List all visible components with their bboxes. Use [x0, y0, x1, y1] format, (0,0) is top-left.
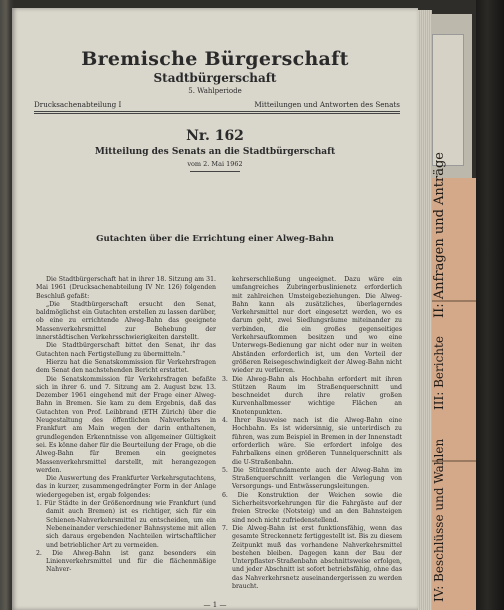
paragraph: Die Senatskommission für Verkehrsfragen befaßte sich in ihrer 6. und 7. Sitzung am 2. August bzw. 13. Dezember 1961 eingehend mit der Frage einer Alweg-Bahn in Bremen. Sie kam zu dem Ergebnis, daß das Gutachten von Prof. Leibbrand (ETH Zürich) über die Neugestaltung des öffentlichen Nahverkehrs in Frankfurt am Main wegen der darin enthaltenen, grundlegenden Erkenntnisse von allgemeiner Gültigkeit sei. Es könne daher für die Beurteilung der Frage, ob die Alweg-Bahn für Bremen ein geeignetes Massenverkehrsmittel darstellt, mit herangezogen werden.	[36, 375, 216, 474]
paragraph: kehrserschließung ungeeignet. Dazu wäre ein umfangreiches Zubringerbuslinienetz erforderlich mit zahlreichen Umsteigebeziehungen. Die Alweg-Bahn kann als zusätzliches, überlagerndes Verkehrsmittel nur dort eingesetzt werden, wo es darum geht, zwei Siedlungsräume miteinander zu verbinden, die ein großes gegenseitiges Verkehrsaufkommen besitzen und wo eine Unterwegs-Bedienung gar nicht oder nur in weiten Abständen erforderlich ist, um den Vorteil der größeren Reisegeschwindigkeit der Alweg-Bahn nicht wieder zu verlieren.	[232, 276, 402, 375]
tab-label-beschluesse: IV: Beschlüsse und Wahlen	[432, 438, 446, 602]
binder-spine	[476, 0, 504, 610]
document-title: Mitteilung des Senats an die Stadtbürgerschaft	[94, 147, 336, 157]
body-title: Stadtbürgerschaft	[153, 71, 277, 85]
list-item: 3. Die Alweg-Bahn als Hochbahn erfordert mit ihren Stützen Raum im Straßenquerschnitt und beschneidet durch ihre relativ großen Kurvenhalbmesser wichtige Flächen an Knotenpunkten.	[222, 375, 402, 416]
list-item: 7. Die Alweg-Bahn ist erst funktionsfähig, wenn das gesamte Streckennetz fertiggestellt ist. Bis zu diesem Zeitpunkt muß das vorhandene Nahverkehrsmittel bestehen bleiben. Dagegen kann der Bau der Unterpflaster-Straßenbahn abschnittsweise erfolgen, und jeder Abschnitt ist sofort betriebsfähig, ohne das das Nahverkehrsnetz auseinandergerissen zu werden braucht.	[222, 524, 402, 590]
document-page	[12, 8, 418, 610]
tab-label-berichte: III: Berichte	[432, 336, 446, 410]
title-rule	[190, 171, 240, 172]
document-number: Nr. 162	[186, 128, 244, 144]
tab-label-anfragen: II: Anfragen und Anträge	[432, 151, 447, 318]
list-item: 5. Die Stützenfundamente auch der Alweg-Bahn im Straßenquerschnitt verlangen die Verlegung von Versorgungs- und Entwässerungsleitungen.	[222, 466, 402, 491]
list-item: 2. Die Alweg-Bahn ist ganz besonders ein Linienverkehrsmittel und für die flächenmäßige Nahver-	[36, 549, 216, 574]
page-edge	[418, 10, 432, 610]
right-column	[222, 276, 402, 591]
header-rule	[34, 113, 400, 114]
paragraph: Die Stadtbürgerschaft hat in ihrer 18. Sitzung am 31. Mai 1961 (Drucksachenabteilung IV Nr. 126) folgenden Beschluß gefaßt:	[36, 276, 216, 300]
section-right: Mitteilungen und Antworten des Senats	[254, 100, 400, 109]
binder-tab-top	[432, 34, 464, 166]
section-left: Drucksachenabteilung I	[34, 100, 122, 109]
paragraph: „Die Stadtbürgerschaft ersucht den Senat, baldmöglichst ein Gutachten erstellen zu lassen darüber, ob eine zu errichtende Alweg-Bahn das geeignete Massenverkehrsmittel zur Behebung der innerstädtischen Verkehrsschwierigkeiten darstellt.	[36, 300, 216, 342]
header-rule	[34, 111, 400, 112]
page-number: — 1 —	[203, 601, 227, 609]
paragraph: Die Auswertung des Frankfurter Verkehrsgutachtens, das in kurzer, zusammengedrängter Form in der Anlage wiedergegeben ist, ergab folgendes:	[36, 475, 216, 499]
list-item: 1. Für Städte in der Größenordnung wie Frankfurt (und damit auch Bremen) ist es richtiger, sich für ein Schienen-Nahverkehrsmittel zu entscheiden, um ein Nebeneinander verschiedener Bahnsysteme mit allen sich daraus ergebenden Nachteilen wirtschaftlicher und betrieblicher Art zu vermeiden.	[36, 500, 216, 549]
section-header	[34, 100, 400, 109]
list-item: 4. Ihrer Bauweise nach ist die Alweg-Bahn eine Hochbahn. Es ist widersinnig, sie unterirdisch zu führen, was zum Beispiel in Bremen in der Innenstadt erforderlich wäre. Sie erfordert infolge des Fahrbalkens einen größeren Tunnelquerschnitt als die U-Straßenbahn.	[222, 417, 402, 466]
org-title: Bremische Bürgerschaft	[81, 48, 349, 70]
paragraph: Die Stadtbürgerschaft bittet den Senat, ihr das Gutachten nach Fertigstellung zu übermitteln.“	[36, 342, 216, 358]
period-label: 5. Wahlperiode	[188, 87, 242, 95]
list-item: 6. Die Konstruktion der Weichen sowie die Sicherheitsvorkehrungen für die Fahrgäste auf der freien Strecke (Notsteig) und an den Bahnsteigen sind noch nicht zufriedenstellend.	[222, 491, 402, 524]
document-subject: Gutachten über die Errichtung einer Alweg-Bahn	[96, 234, 334, 244]
left-column	[36, 276, 216, 575]
document-date: vom 2. Mai 1962	[187, 160, 243, 168]
paragraph: Hierzu hat die Senatskommission für Verkehrsfragen dem Senat den nachstehenden Bericht erstattet.	[36, 358, 216, 375]
